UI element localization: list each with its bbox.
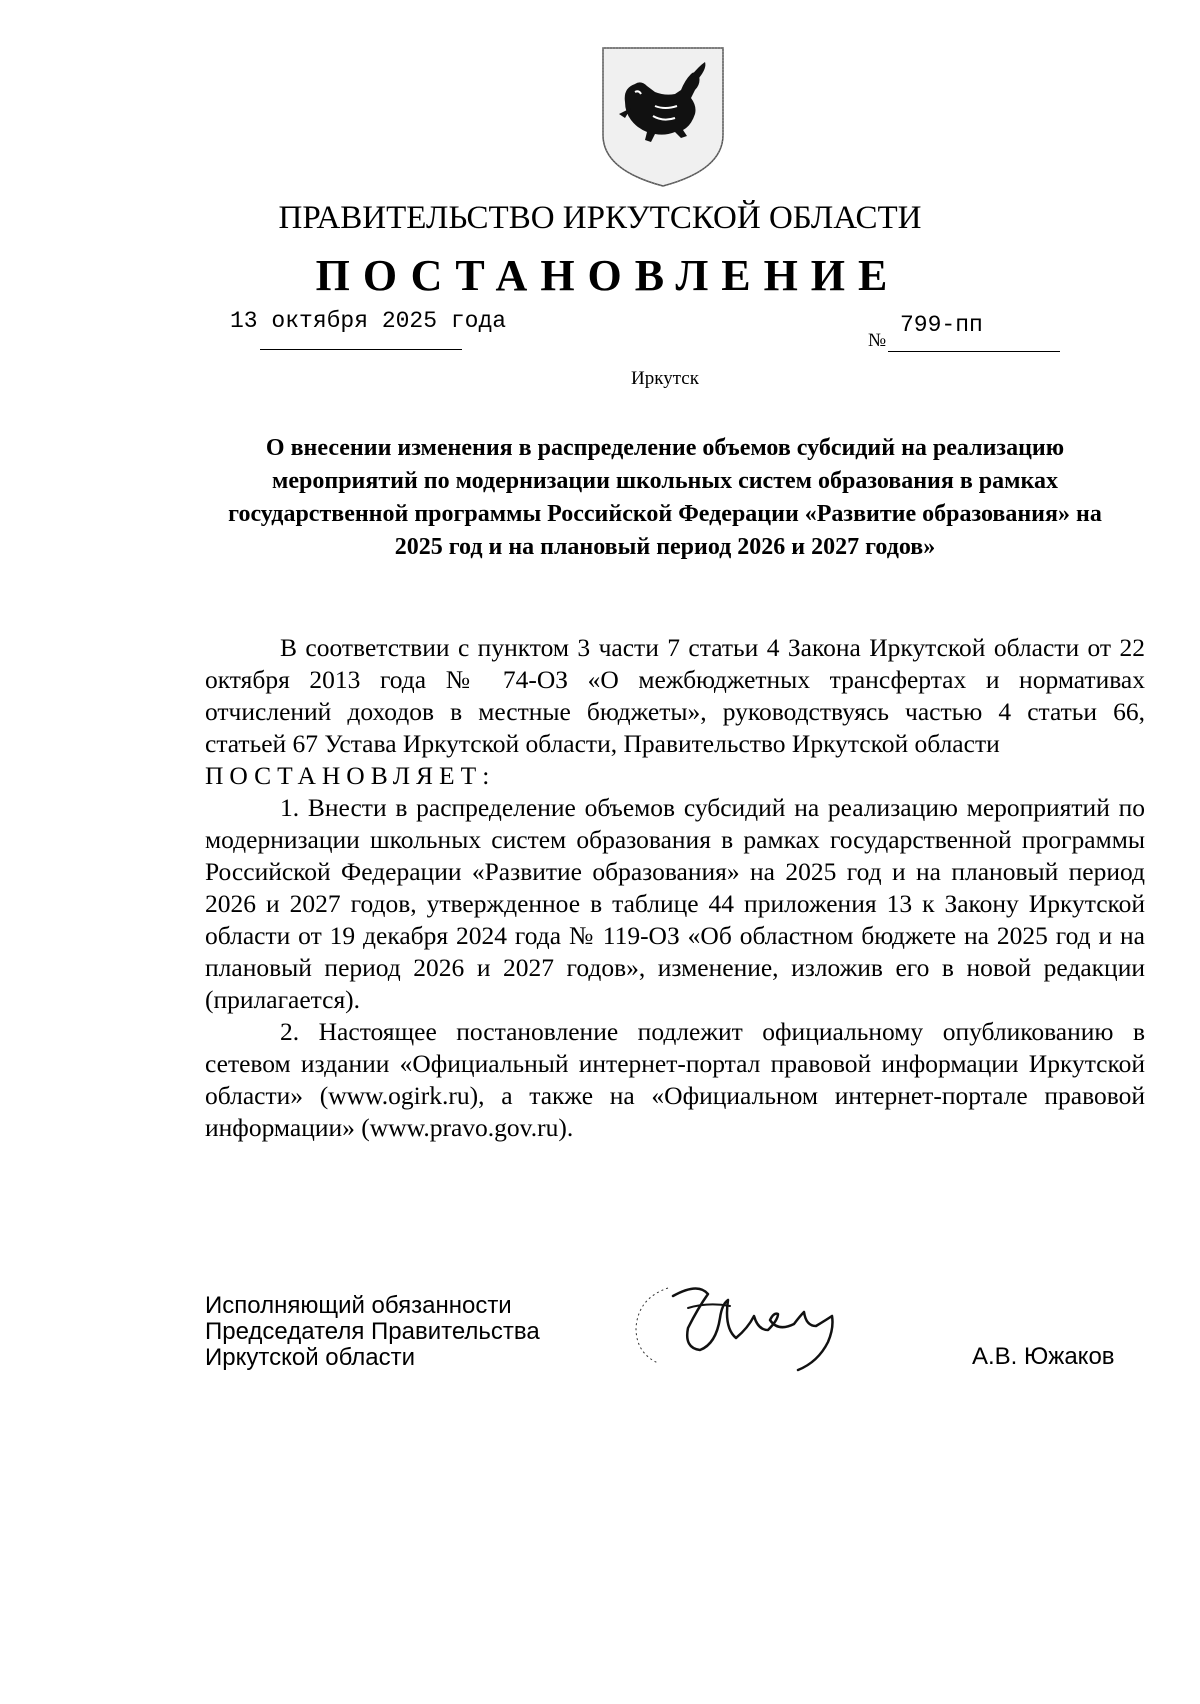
date-underline bbox=[260, 349, 462, 350]
position-line-3: Иркутской области bbox=[205, 1344, 416, 1371]
government-title: ПРАВИТЕЛЬСТВО ИРКУТСКОЙ ОБЛАСТИ bbox=[278, 200, 922, 236]
number-sign: № bbox=[868, 330, 887, 351]
document-subject: О внесении изменения в распределение объемов субсидий на реализацию мероприятий по модернизации школьных систем образования в рамках государственной программы Российской Федерации «Развитие образования» на 2025 год и на плановый период 2026 и 2027 годов» bbox=[228, 435, 1102, 560]
preamble-paragraph: В соответствии с пунктом 3 части 7 статьи 4 Закона Иркутской области от 22 октября 2013 года № 74-ОЗ «О межбюджетных трансфертах и нормативах отчислений доходов в местные бюджеты», руководствуясь частью 4 статьи 66, статьей 67 Устава Иркутской области, Правительство Иркутской области bbox=[205, 633, 1145, 758]
handwritten-signature bbox=[628, 1268, 898, 1388]
document-number: 799-пп bbox=[900, 312, 983, 338]
position-line-2: Председателя Правительства bbox=[205, 1318, 540, 1345]
document-type: ПОСТАНОВЛЕНИЕ bbox=[315, 251, 901, 300]
coat-of-arms-icon bbox=[595, 40, 731, 190]
signatory-position bbox=[205, 1293, 540, 1371]
city: Иркутск bbox=[631, 368, 699, 389]
document-date: 13 октября 2025 года bbox=[230, 308, 507, 334]
point-2-paragraph: 2. Настоящее постановление подлежит официальному опубликованию в сетевом издании «Официальный интернет-портал правовой информации Иркутской области» (www.ogirk.ru), а также на «Официальном интернет-портале правовой информации» (www.pravo.gov.ru). bbox=[205, 1017, 1145, 1142]
position-line-1: Исполняющий обязанности bbox=[205, 1292, 512, 1319]
decree-word: ПОСТАНОВЛЯЕТ: bbox=[205, 761, 496, 790]
signatory-name: А.В. Южаков bbox=[972, 1343, 1115, 1370]
document-body bbox=[205, 632, 1145, 1144]
number-underline bbox=[888, 351, 1060, 352]
point-1-paragraph: 1. Внести в распределение объемов субсидий на реализацию мероприятий по модернизации школьных систем образования в рамках государственной программы Российской Федерации «Развитие образования» на 2025 год и на плановый период 2026 и 2027 годов, утвержденное в таблице 44 приложения 13 к Закону Иркутской области от 19 декабря 2024 года № 119-ОЗ «Об областном бюджете на 2025 год и на плановый период 2026 и 2027 годов», изменение, изложив его в новой редакции (прилагается). bbox=[205, 793, 1145, 1014]
